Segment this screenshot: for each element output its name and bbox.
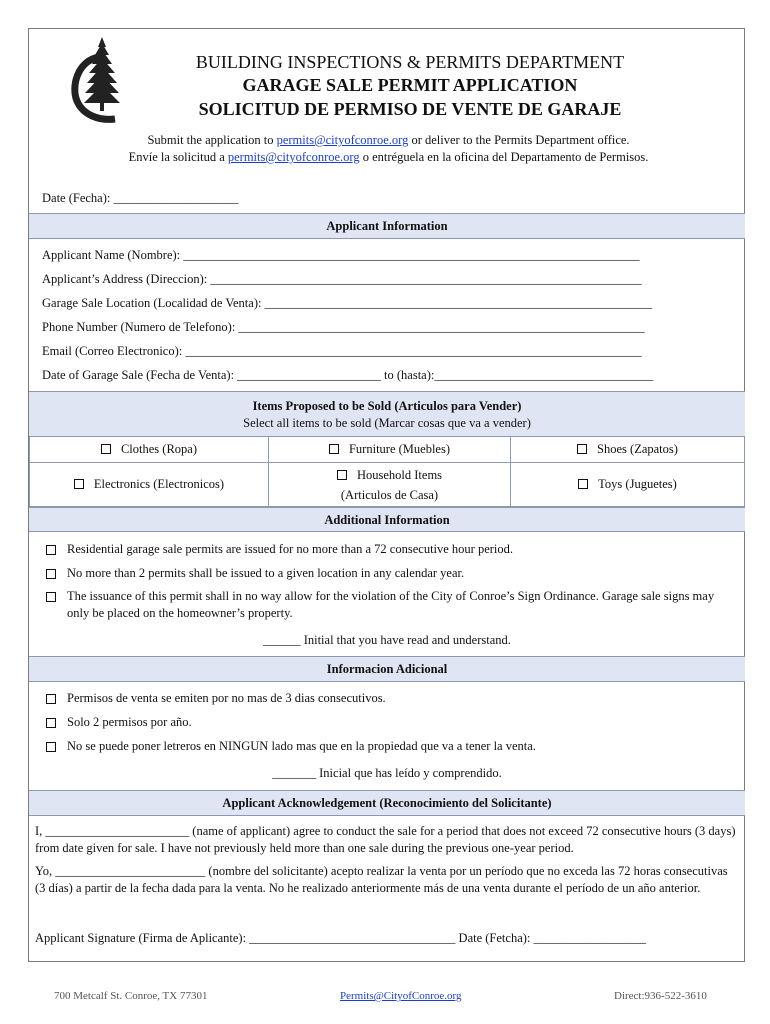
checkbox-icon[interactable] [46, 545, 56, 555]
checkbox-icon[interactable] [577, 444, 587, 454]
permits-email-link[interactable]: permits@cityofconroe.org [276, 133, 409, 147]
adicional-info-heading: Informacion Adicional [29, 656, 745, 682]
date-field[interactable]: Date (Fecha): ____________________ [42, 191, 239, 205]
permits-email-link-es[interactable]: permits@cityofconroe.org [227, 150, 360, 164]
footer-phone: Direct:936-522-3610 [614, 990, 707, 1002]
item-shoes[interactable]: Shoes (Zapatos) [511, 437, 745, 463]
item-clothes[interactable]: Clothes (Ropa) [30, 437, 269, 463]
additional-item: Residential garage sale permits are issued for no more than a 72 consecutive hour period. [46, 541, 736, 558]
checkbox-icon[interactable] [74, 479, 84, 489]
checkbox-icon[interactable] [329, 444, 339, 454]
acknowledgement-es: Yo, ________________________ (nombre del solicitante) acepto realizar la venta por un período que no exceda las 72 horas consecutivas (3 días) a partir de la fecha dada para la venta. No he realizado anteriormente más de una venta durante el período de un año anterior. [35, 864, 728, 895]
acknowledgement-heading: Applicant Acknowledgement (Reconocimiento del Solicitante) [29, 790, 745, 816]
checkbox-icon[interactable] [337, 470, 347, 480]
email-field[interactable]: Email (Correo Electronico): _________________________________________________________________________ [42, 344, 642, 358]
checkbox-icon[interactable] [46, 718, 56, 728]
item-furniture[interactable]: Furniture (Muebles) [269, 437, 511, 463]
sale-location-field[interactable]: Garage Sale Location (Localidad de Venta): ______________________________________________________________ [42, 296, 653, 310]
initial-line-en[interactable]: ______ Initial that you have read and understand. [263, 633, 511, 647]
applicant-address-field[interactable]: Applicant’s Address (Direccion): _____________________________________________________________________ [42, 272, 642, 286]
adicional-item: No se puede poner letreros en NINGUN lado mas que en la propiedad que va a tener la venta. [46, 738, 736, 755]
item-toys[interactable]: Toys (Juguetes) [511, 463, 745, 507]
additional-item: The issuance of this permit shall in no way allow for the violation of the City of Conroe’s Sign Ordinance. Garage sale signs may only be placed on the homeowner’s property. [46, 588, 736, 622]
footer-email-link[interactable]: Permits@CityofConroe.org [340, 990, 462, 1002]
sale-dates-field[interactable]: Date of Garage Sale (Fecha de Venta): _______________________ to (hasta):___________________________________ [42, 368, 654, 382]
checkbox-icon[interactable] [101, 444, 111, 454]
additional-item: No more than 2 permits shall be issued to a given location in any calendar year. [46, 565, 736, 582]
initial-line-es[interactable]: _______ Inicial que has leído y comprendido. [272, 766, 502, 780]
applicant-info-heading: Applicant Information [29, 213, 745, 239]
phone-field[interactable]: Phone Number (Numero de Telefono): _________________________________________________________________ [42, 320, 645, 334]
instructions-es: Envíe la solicitud a permits@cityofconroe.org o entréguela en la oficina del Departamento de Permisos. [128, 150, 649, 164]
checkbox-icon[interactable] [46, 694, 56, 704]
form-title: GARAGE SALE PERMIT APPLICATION [242, 75, 578, 95]
department-name: BUILDING INSPECTIONS & PERMITS DEPARTMENT [195, 52, 625, 72]
checkbox-icon[interactable] [46, 592, 56, 602]
instructions-en: Submit the application to permits@cityofconroe.org or deliver to the Permits Department office. [147, 133, 630, 147]
signature-line[interactable]: Applicant Signature (Firma de Aplicante): _________________________________ Date (Fetcha): __________________ [35, 931, 647, 945]
item-electronics[interactable]: Electronics (Electronicos) [30, 463, 269, 507]
item-household[interactable]: Household Items (Articulos de Casa) [269, 463, 511, 507]
checkbox-icon[interactable] [46, 569, 56, 579]
additional-info-heading: Additional Information [29, 507, 745, 532]
acknowledgement-en: I, _______________________ (name of applicant) agree to conduct the sale for a period that does not exceed 72 consecutive hours (3 days) from date given for sale. I have not previously held more than one sale during the previous one-year period. [35, 824, 736, 855]
adicional-item: Permisos de venta se emiten por no mas de 3 dias consecutivos. [46, 690, 736, 707]
items-heading: Items Proposed to be Sold (Articulos para Vender) Select all items to be sold (Marcar cosas que va a vender) [29, 391, 745, 437]
tree-c-logo [69, 35, 135, 125]
adicional-item: Solo 2 permisos por año. [46, 714, 736, 731]
footer-address: 700 Metcalf St. Conroe, TX 77301 [54, 990, 208, 1002]
checkbox-icon[interactable] [578, 479, 588, 489]
items-table [29, 436, 745, 507]
form-title-spanish: SOLICITUD DE PERMISO DE VENTE DE GARAJE [198, 99, 622, 119]
applicant-name-field[interactable]: Applicant Name (Nombre): _________________________________________________________________________ [42, 248, 640, 262]
checkbox-icon[interactable] [46, 742, 56, 752]
